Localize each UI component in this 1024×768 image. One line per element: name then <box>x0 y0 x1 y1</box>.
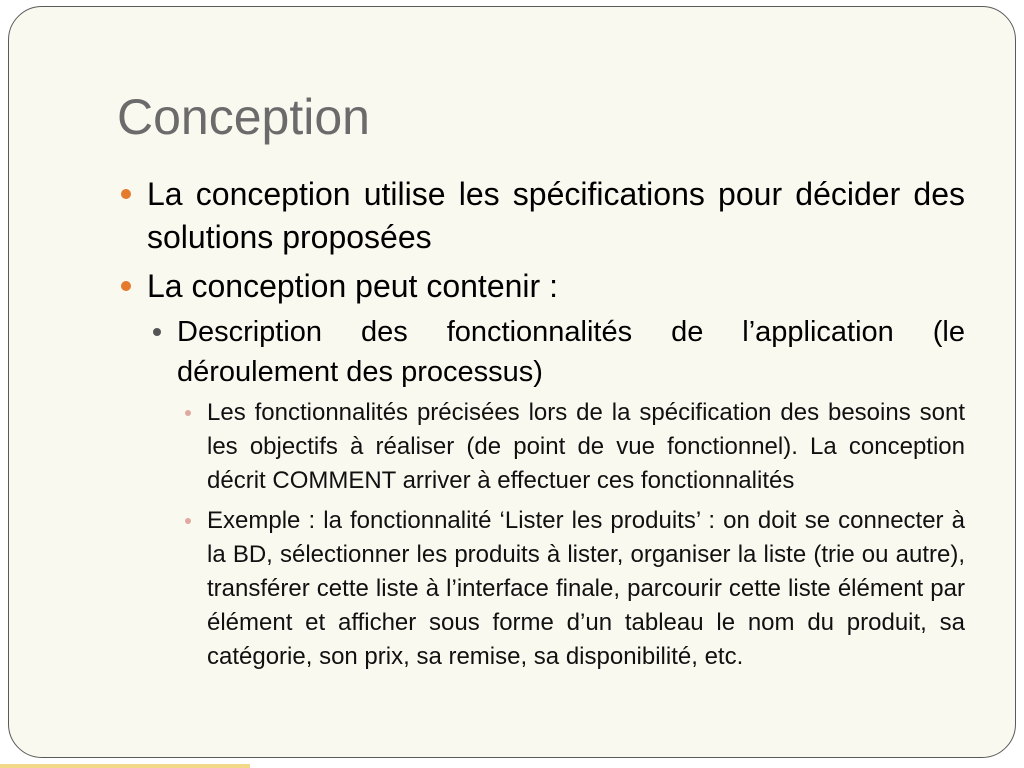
sub-sub-bullet-dot-icon <box>185 518 191 524</box>
sub-bullet-dot-icon <box>153 328 161 336</box>
sub-sub-bullet-text: Les fonctionnalités précisées lors de la spécification des besoins sont les objectifs à réaliser (de point de vue fonctionnel). La conception décrit COMMENT arriver à effectuer ces fonctionnalités <box>207 399 965 494</box>
slide <box>8 6 1016 758</box>
bullet-list <box>117 173 965 674</box>
sub-bullet-text: Description des fonctionnalités de l’application (le déroulement des processus) <box>177 316 965 388</box>
slide-content <box>117 173 965 680</box>
bullet-dot-icon <box>121 281 131 291</box>
sub-bullet-item-1 <box>147 312 965 674</box>
bullet-text: La conception peut contenir : <box>147 268 558 304</box>
sub-bullet-list <box>147 312 965 674</box>
bullet-item-2 <box>117 265 965 674</box>
bullet-text: La conception utilise les spécifications pour décider des solutions proposées <box>147 176 965 255</box>
sub-sub-bullet-item-1 <box>177 396 965 498</box>
bullet-item-1 <box>117 173 965 259</box>
sub-sub-bullet-item-2 <box>177 504 965 674</box>
bottom-accent-bar <box>0 764 250 768</box>
slide-title: Conception <box>117 89 370 145</box>
bullet-dot-icon <box>121 189 131 199</box>
sub-sub-bullet-list <box>177 396 965 674</box>
sub-sub-bullet-dot-icon <box>185 410 191 416</box>
sub-sub-bullet-text: Exemple : la fonctionnalité ‘Lister les produits’ : on doit se connecter à la BD, sélectionner les produits à lister, organiser la liste (trie ou autre), transférer cette liste à l’interface finale, parcourir cette liste élément par élément et afficher sous forme d’un tableau le nom du produit, sa catégorie, son prix, sa remise, sa disponibilité, etc. <box>207 507 965 670</box>
